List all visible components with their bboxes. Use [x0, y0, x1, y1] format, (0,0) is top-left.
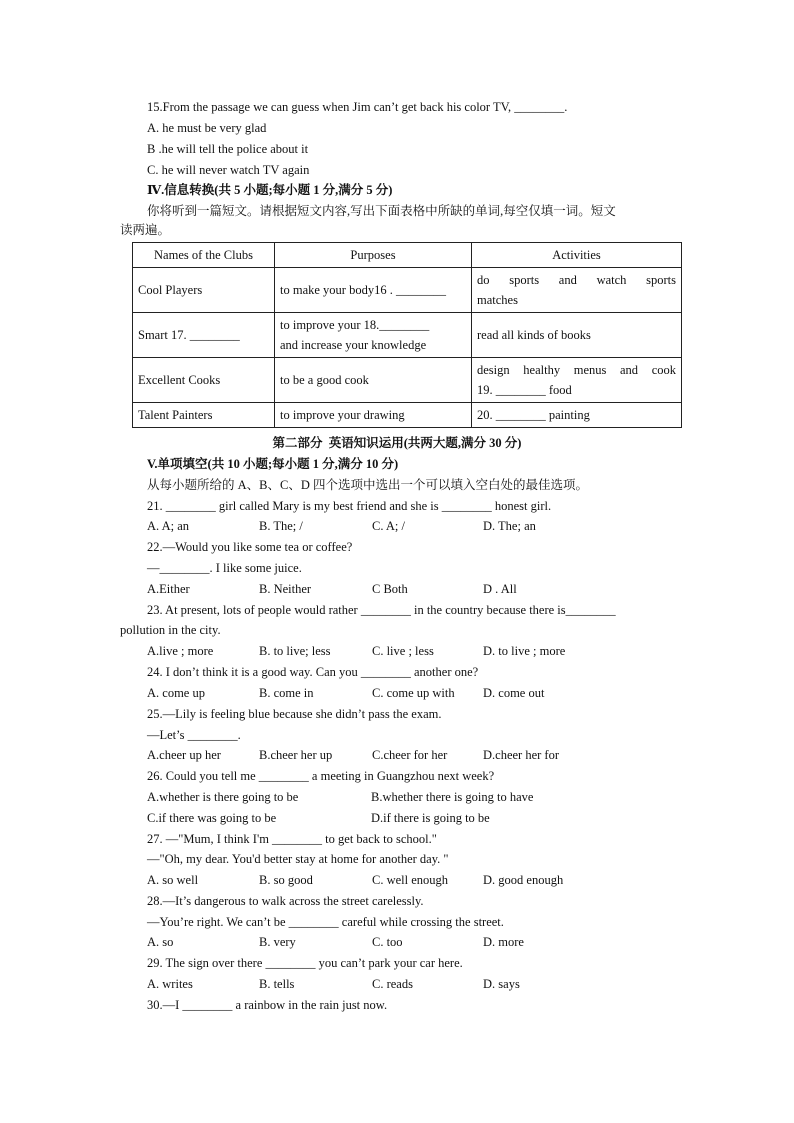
club-activity: [472, 268, 682, 313]
option-d: D. to live ; more: [483, 644, 566, 658]
q28-stem-response: —You’re right. We can’t be ________ careful while crossing the street.: [147, 915, 504, 929]
club-activity-line: matches: [477, 293, 518, 307]
option-d: D.if there is going to be: [371, 811, 490, 825]
option-d: D.cheer her for: [483, 748, 559, 762]
club-purpose-line: and increase your knowledge: [280, 338, 427, 352]
table-row: [133, 268, 682, 313]
section5-instruction: 从每小题所给的 A、B、C、D 四个选项中选出一个可以填入空白处的最佳选项。: [147, 478, 588, 492]
club-name: Smart 17. ________: [133, 313, 275, 358]
q24-stem: 24. I don’t think it is a good way. Can you ________ another one?: [147, 665, 479, 679]
option-b: B. tells: [259, 977, 295, 991]
option-c: C. A; /: [372, 519, 405, 533]
q15-option-a: A. he must be very glad: [147, 121, 267, 135]
table-header-row: [133, 243, 682, 268]
q15-option-c: C. he will never watch TV again: [147, 163, 310, 177]
table-row: [133, 403, 682, 428]
option-a: A. so: [147, 935, 174, 949]
option-a: A.whether is there going to be: [147, 790, 299, 804]
option-b: B. so good: [259, 873, 313, 887]
option-a: A. so well: [147, 873, 199, 887]
option-b: B.whether there is going to have: [371, 790, 534, 804]
q23-stem-cont: pollution in the city.: [120, 623, 221, 637]
q28-stem: 28.—It’s dangerous to walk across the street carelessly.: [147, 894, 424, 908]
option-c: C. too: [372, 935, 403, 949]
option-d: D. good enough: [483, 873, 564, 887]
table-header: Names of the Clubs: [133, 243, 275, 268]
option-b: B. come in: [259, 686, 314, 700]
option-a: A. writes: [147, 977, 193, 991]
option-a: A.cheer up her: [147, 748, 221, 762]
q22-stem: 22.—Would you like some tea or coffee?: [147, 540, 353, 554]
table-row: [133, 313, 682, 358]
club-purpose: to improve your drawing: [275, 403, 472, 428]
club-purpose: to make your body16 . ________: [275, 268, 472, 313]
table-header: Purposes: [275, 243, 472, 268]
option-b: B.cheer her up: [259, 748, 333, 762]
q30-stem: 30.—I ________ a rainbow in the rain just now.: [147, 998, 388, 1012]
option-d: D. The; an: [483, 519, 536, 533]
club-name: Cool Players: [133, 268, 275, 313]
option-d: D. says: [483, 977, 520, 991]
option-d: D . All: [483, 582, 517, 596]
club-activity-line: 19. ________ food: [477, 383, 572, 397]
club-name: Excellent Cooks: [133, 358, 275, 403]
q22-stem-response: —________. I like some juice.: [147, 561, 302, 575]
option-c: C. come up with: [372, 686, 455, 700]
q27-stem: 27. —"Mum, I think I'm ________ to get back to school.": [147, 832, 437, 846]
option-d: D. come out: [483, 686, 545, 700]
section4-instruction-cont: 读两遍。: [120, 223, 171, 237]
option-a: A. come up: [147, 686, 205, 700]
club-activity: read all kinds of books: [472, 313, 682, 358]
q21-stem: 21. ________ girl called Mary is my best friend and she is ________ honest girl.: [147, 499, 552, 513]
q26-stem: 26. Could you tell me ________ a meeting in Guangzhou next week?: [147, 769, 495, 783]
q27-stem-response: —"Oh, my dear. You'd better stay at home for another day. ": [147, 852, 449, 866]
option-c: C.cheer for her: [372, 748, 448, 762]
q15-option-b: B .he will tell the police about it: [147, 142, 309, 156]
option-c: C.if there was going to be: [147, 811, 277, 825]
table-row: [133, 358, 682, 403]
option-a: A.live ; more: [147, 644, 214, 658]
club-activity-line: do sports and watch sports: [477, 273, 676, 287]
q15-stem: 15.From the passage we can guess when Jim can’t get back his color TV, ________.: [147, 100, 568, 114]
q29-stem: 29. The sign over there ________ you can’t park your car here.: [147, 956, 463, 970]
clubs-table: [132, 242, 682, 428]
q25-stem: 25.—Lily is feeling blue because she didn’t pass the exam.: [147, 707, 442, 721]
club-name: Talent Painters: [133, 403, 275, 428]
option-b: B. Neither: [259, 582, 312, 596]
option-d: D. more: [483, 935, 524, 949]
option-b: B. very: [259, 935, 296, 949]
club-purpose-line: to improve your 18.________: [280, 318, 430, 332]
club-activity: [472, 358, 682, 403]
club-activity-line: design healthy menus and cook: [477, 363, 676, 377]
part2-title: 第二部分 英语知识运用(共两大题,满分 30 分): [272, 436, 522, 450]
club-activity: 20. ________ painting: [472, 403, 682, 428]
section5-title: V.单项填空(共 10 小题;每小题 1 分,满分 10 分): [147, 457, 399, 471]
option-c: C. well enough: [372, 873, 449, 887]
table-header: Activities: [472, 243, 682, 268]
option-a: A.Either: [147, 582, 190, 596]
option-b: B. The; /: [259, 519, 303, 533]
option-c: C. reads: [372, 977, 413, 991]
option-c: C. live ; less: [372, 644, 434, 658]
section4-title: Ⅳ.信息转换(共 5 小题;每小题 1 分,满分 5 分): [147, 183, 393, 197]
club-purpose: [275, 313, 472, 358]
option-c: C Both: [372, 582, 408, 596]
option-a: A. A; an: [147, 519, 190, 533]
q23-stem: 23. At present, lots of people would rather ________ in the country because there is________: [147, 603, 616, 617]
q25-stem-response: —Let’s ________.: [147, 728, 241, 742]
section4-instruction: 你将听到一篇短文。请根据短文内容,写出下面表格中所缺的单词,每空仅填一词。短文: [147, 204, 616, 218]
option-b: B. to live; less: [259, 644, 331, 658]
club-purpose: to be a good cook: [275, 358, 472, 403]
